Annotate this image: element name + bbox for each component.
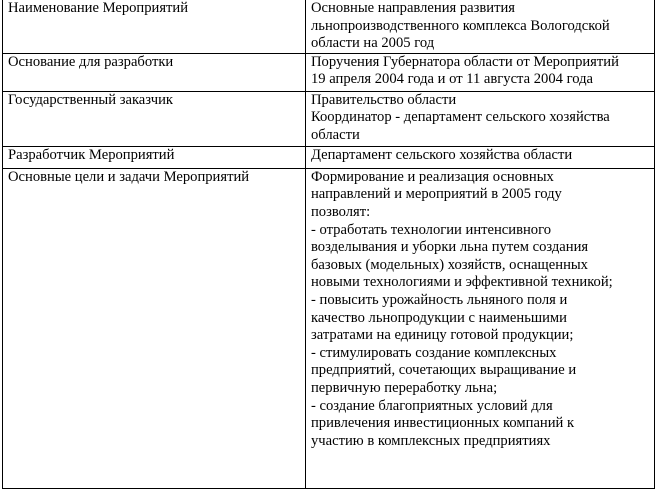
value-line: области на 2005 год <box>311 35 435 52</box>
row-value-cell <box>306 168 655 488</box>
value-line: новыми технологиями и эффективной техникой; <box>311 274 613 291</box>
value-line: затратами на единицу готовой продукции; <box>311 327 574 344</box>
value-line: Формирование и реализация основных <box>311 168 554 185</box>
value-line: Координатор - департамент сельского хозяйства <box>311 109 610 126</box>
value-line: участию в комплексных предприятиях <box>311 432 551 449</box>
row-label: Основные цели и задачи Мероприятий <box>8 168 250 185</box>
row-label: Разработчик Мероприятий <box>8 146 175 163</box>
value-line: Департамент сельского хозяйства области <box>311 146 573 163</box>
table-row <box>3 0 655 53</box>
table-row <box>3 146 655 168</box>
value-line: привлечения инвестиционных компаний к <box>311 415 575 432</box>
row-label: Основание для разработки <box>8 53 174 70</box>
row-label-cell <box>3 146 306 168</box>
value-line: - стимулировать создание комплексных <box>311 344 557 361</box>
value-line: первичную переработку льна; <box>311 379 498 396</box>
value-line: - создание благоприятных условий для <box>311 397 553 414</box>
program-passport-table <box>2 0 655 489</box>
value-line: направлений и мероприятий в 2005 году <box>311 186 562 203</box>
row-label-cell <box>3 53 306 91</box>
value-line: качество льнопродукции с наименьшими <box>311 309 567 326</box>
row-label-cell <box>3 168 306 488</box>
value-line: Правительство области <box>311 91 457 108</box>
value-line: Поручения Губернатора области от Мероприятий <box>311 53 619 70</box>
value-line: - повысить урожайность льняного поля и <box>311 291 568 308</box>
table-row <box>3 53 655 91</box>
value-line: позволят: <box>311 203 371 220</box>
value-line: - отработать технологии интенсивного <box>311 221 552 238</box>
row-value-cell <box>306 0 655 53</box>
value-line: льнопроизводственного комплекса Вологодской <box>311 17 610 34</box>
row-value-cell <box>306 146 655 168</box>
row-value-cell <box>306 53 655 91</box>
row-label-cell <box>3 91 306 146</box>
row-label: Наименование Мероприятий <box>8 0 189 16</box>
value-line: 19 апреля 2004 года и от 11 августа 2004 года <box>311 71 593 88</box>
value-line: Основные направления развития <box>311 0 516 16</box>
row-label: Государственный заказчик <box>8 91 173 108</box>
value-line: возделывания и уборки льна путем создания <box>311 239 589 256</box>
row-value-cell <box>306 91 655 146</box>
value-line: базовых (модельных) хозяйств, оснащенных <box>311 256 588 273</box>
row-label-cell <box>3 0 306 53</box>
table-row <box>3 91 655 146</box>
table-row <box>3 168 655 488</box>
value-line: области <box>311 126 360 143</box>
value-line: предприятий, сочетающих выращивание и <box>311 362 577 379</box>
